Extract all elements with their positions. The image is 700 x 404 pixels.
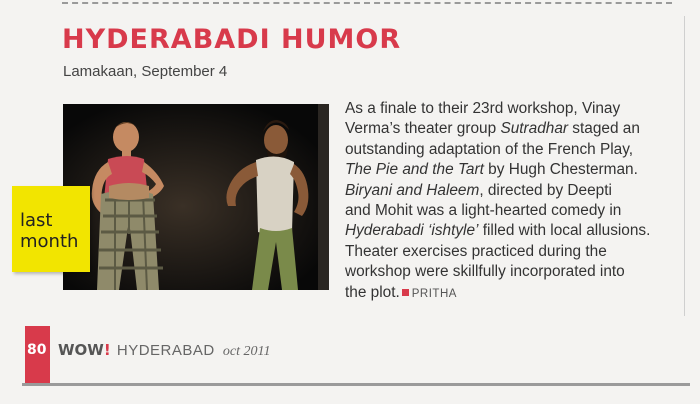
last-month-badge [12, 186, 90, 272]
right-column-rule [684, 16, 685, 316]
italic-title: Biryani and Haleem [345, 181, 480, 199]
page-number: 80 [27, 342, 47, 358]
bottom-rule [22, 383, 690, 386]
article-body [345, 99, 680, 304]
top-dashed-rule [62, 2, 672, 4]
theater-photo-illustration [63, 104, 329, 290]
magazine-exclamation: ! [103, 341, 111, 359]
badge-label-line-2: month [20, 231, 79, 252]
article-line: As a finale to their 23rd workshop, Vinay [345, 100, 621, 117]
article-line: Verma’s theater group Sutradhar staged an [345, 120, 640, 138]
italic-title: Hyderabadi ‘ishtyle’ [345, 222, 479, 240]
article-title: HYDERABADI HUMOR [62, 24, 402, 55]
article-line-last [345, 283, 680, 304]
italic-title: The Pie and the Tart [345, 161, 484, 179]
article-line: The Pie and the Tart by Hugh Chesterman. [345, 161, 638, 179]
article-line-last-text: the plot. [345, 283, 400, 301]
article-line: workshop were skillfully incorporated into [345, 263, 625, 281]
article-paragraph [345, 99, 680, 304]
article-line: Theater exercises practiced during the [345, 242, 607, 260]
article-subtitle: Lamakaan, September 4 [63, 63, 228, 80]
issue-date: oct 2011 [222, 344, 271, 359]
badge-label-line-1: last [20, 210, 53, 231]
italic-title: Sutradhar [500, 120, 569, 138]
theater-photo [63, 104, 329, 290]
red-square-icon [402, 289, 409, 296]
magazine-footer [58, 341, 270, 360]
magazine-city: HYDERABAD [116, 342, 215, 359]
article-line: Hyderabadi ‘ishtyle’ filled with local allusions. [345, 222, 651, 240]
article-line: and Mohit was a light-hearted comedy in [345, 202, 622, 220]
page-number-tab [25, 326, 50, 384]
magazine-name: WOW [58, 341, 104, 359]
author-byline: PRITHA [411, 287, 457, 300]
article-line: outstanding adaptation of the French Play, [345, 140, 634, 158]
article-line: Biryani and Haleem, directed by Deepti [345, 181, 612, 199]
badge-label [20, 210, 78, 252]
